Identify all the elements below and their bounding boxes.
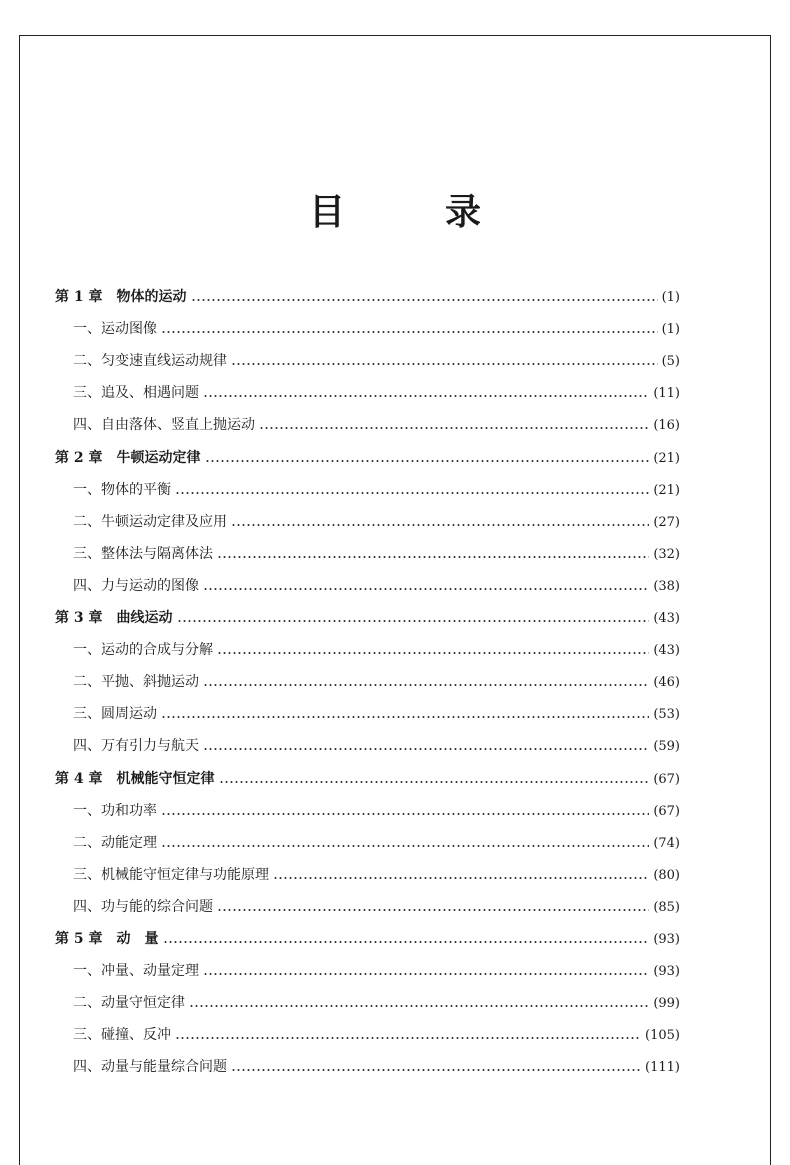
toc-entry-page-number: (1) <box>661 322 680 337</box>
dot-leader <box>203 395 649 397</box>
toc-section-entry <box>73 1024 680 1046</box>
toc-entry-page-number: (67) <box>653 804 680 819</box>
dot-leader <box>161 331 658 333</box>
toc-entry-page-number: (1) <box>661 290 680 305</box>
dot-leader <box>231 524 649 526</box>
dot-leader <box>203 684 649 686</box>
toc-entry-page-number: (21) <box>653 483 680 498</box>
toc-entry-page-number: (21) <box>653 451 680 466</box>
dot-leader <box>217 556 649 558</box>
dot-leader <box>163 941 650 943</box>
toc-section-entry <box>73 960 680 982</box>
toc-entry-label: 一、运动图像 <box>73 321 157 337</box>
toc-section-entry <box>73 896 680 918</box>
dot-leader <box>161 716 649 718</box>
toc-entry-page-number: (43) <box>653 643 680 658</box>
toc-entry-page-number: (67) <box>653 772 680 787</box>
toc-entry-label: 二、牛顿运动定律及应用 <box>73 514 227 530</box>
toc-chapter-entry <box>55 768 680 790</box>
toc-entry-page-number: (85) <box>653 900 680 915</box>
toc-section-entry <box>73 800 680 822</box>
toc-entry-label: 第 5 章 动 量 <box>55 931 159 947</box>
toc-entry-page-number: (74) <box>653 836 680 851</box>
toc-section-entry <box>73 864 680 886</box>
dot-leader <box>189 1005 649 1007</box>
toc-entry-page-number: (32) <box>653 547 680 562</box>
toc-entry-label: 一、物体的平衡 <box>73 482 171 498</box>
dot-leader <box>177 620 650 622</box>
toc-entry-label: 二、动量守恒定律 <box>73 995 185 1011</box>
toc-section-entry <box>73 511 680 533</box>
toc-entry-label: 四、功与能的综合问题 <box>73 899 213 915</box>
toc-entry-label: 二、匀变速直线运动规律 <box>73 353 227 369</box>
toc-section-entry <box>73 543 680 565</box>
toc-chapter-entry <box>55 928 680 950</box>
toc-entry-label: 第 1 章 物体的运动 <box>55 289 187 305</box>
toc-entry-page-number: (38) <box>653 579 680 594</box>
toc-section-entry <box>73 382 680 404</box>
toc-entry-label: 四、动量与能量综合问题 <box>73 1059 227 1075</box>
toc-entry-label: 一、功和功率 <box>73 803 157 819</box>
dot-leader <box>203 973 649 975</box>
toc-entry-page-number: (93) <box>653 964 680 979</box>
toc-section-entry <box>73 414 680 436</box>
dot-leader <box>191 299 658 301</box>
toc-section-entry <box>73 832 680 854</box>
toc-entry-label: 三、追及、相遇问题 <box>73 385 199 401</box>
toc-entry-label: 第 3 章 曲线运动 <box>55 610 173 626</box>
toc-entry-page-number: (99) <box>653 996 680 1011</box>
toc-entry-page-number: (27) <box>653 515 680 530</box>
toc-entry-label: 一、冲量、动量定理 <box>73 963 199 979</box>
dot-leader <box>161 845 649 847</box>
toc-entry-label: 四、万有引力与航天 <box>73 738 199 754</box>
toc-chapter-entry <box>55 286 680 308</box>
dot-leader <box>273 877 649 879</box>
toc-entry-label: 三、圆周运动 <box>73 706 157 722</box>
toc-entry-page-number: (16) <box>653 418 680 433</box>
toc-entry-label: 三、机械能守恒定律与功能原理 <box>73 867 269 883</box>
dot-leader <box>217 909 649 911</box>
dot-leader <box>175 1037 641 1039</box>
toc-section-entry <box>73 479 680 501</box>
toc-entry-label: 四、自由落体、竖直上抛运动 <box>73 417 255 433</box>
dot-leader <box>231 1069 641 1071</box>
toc-entry-page-number: (46) <box>653 675 680 690</box>
toc-entry-page-number: (111) <box>645 1060 680 1075</box>
toc-entry-page-number: (93) <box>653 932 680 947</box>
dot-leader <box>203 588 649 590</box>
toc-section-entry <box>73 992 680 1014</box>
toc-entry-page-number: (105) <box>645 1028 680 1043</box>
toc-entry-label: 四、力与运动的图像 <box>73 578 199 594</box>
dot-leader <box>219 781 650 783</box>
toc-entry-page-number: (11) <box>653 386 680 401</box>
toc-entry-label: 二、平抛、斜抛运动 <box>73 674 199 690</box>
toc-section-entry <box>73 318 680 340</box>
toc-chapter-entry <box>55 447 680 469</box>
dot-leader <box>231 363 658 365</box>
toc-section-entry <box>73 735 680 757</box>
dot-leader <box>175 492 649 494</box>
toc-entry-label: 三、碰撞、反冲 <box>73 1027 171 1043</box>
dot-leader <box>161 813 649 815</box>
toc-entry-page-number: (80) <box>653 868 680 883</box>
toc-entry-label: 三、整体法与隔离体法 <box>73 546 213 562</box>
dot-leader <box>259 427 649 429</box>
toc-entry-page-number: (53) <box>653 707 680 722</box>
toc-entry-label: 第 4 章 机械能守恒定律 <box>55 771 215 787</box>
toc-entry-label: 二、动能定理 <box>73 835 157 851</box>
dot-leader <box>217 652 649 654</box>
toc-entry-page-number: (59) <box>653 739 680 754</box>
toc-section-entry <box>73 703 680 725</box>
page-title: 目 录 <box>308 191 513 233</box>
toc-entry-label: 一、运动的合成与分解 <box>73 642 213 658</box>
toc-entry-label: 第 2 章 牛顿运动定律 <box>55 450 201 466</box>
toc-chapter-entry <box>55 607 680 629</box>
toc-section-entry <box>73 671 680 693</box>
toc-section-entry <box>73 350 680 372</box>
dot-leader <box>205 460 650 462</box>
toc-section-entry <box>73 639 680 661</box>
dot-leader <box>203 748 649 750</box>
toc-section-entry <box>73 1056 680 1078</box>
toc-section-entry <box>73 575 680 597</box>
toc-entry-page-number: (43) <box>653 611 680 626</box>
toc-entry-page-number: (5) <box>661 354 680 369</box>
